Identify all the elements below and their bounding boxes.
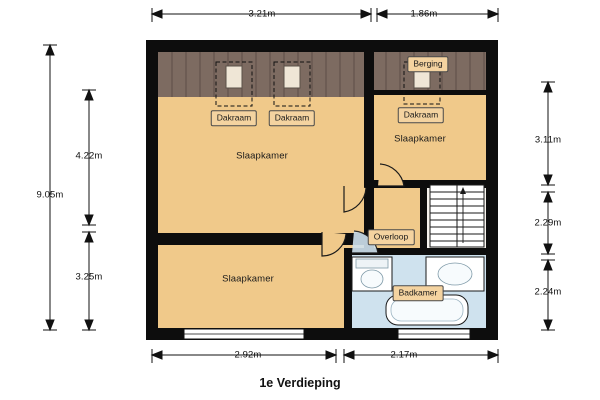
- room-label-berging: Berging: [407, 56, 448, 72]
- roof-slope-left: [158, 52, 364, 97]
- room-label-bedroom-upper-left: Slaapkamer: [236, 150, 288, 162]
- label-dakraam-3: Dakraam: [398, 107, 444, 123]
- dakraam-glass-1: [226, 66, 242, 88]
- room-label-badkamer: Badkamer: [393, 285, 444, 301]
- dimension-right-1: 3.11m: [534, 134, 562, 146]
- dimension-top-1: 3.21m: [248, 8, 276, 20]
- dimension-left-inner-2: 3.25m: [75, 271, 103, 283]
- dimension-top-2: 1.86m: [410, 8, 438, 20]
- dakraam-glass-2: [284, 66, 300, 88]
- room-label-bedroom-lower-left: Slaapkamer: [222, 273, 274, 285]
- dimension-bottom-2: 2.17m: [390, 349, 418, 361]
- page-title: 1e Verdieping: [259, 376, 341, 390]
- dimension-left-inner-1: 4.22m: [75, 150, 103, 162]
- room-label-bedroom-right: Slaapkamer: [394, 133, 446, 145]
- dimension-left-outer: 9.05m: [36, 189, 64, 201]
- room-label-overloop: Overloop: [368, 229, 415, 245]
- dimension-right-2: 2.29m: [534, 217, 562, 229]
- bedroom-upper-left-floor: [158, 97, 364, 233]
- label-dakraam-1: Dakraam: [211, 110, 257, 126]
- bedroom-lower-left-floor: [158, 245, 364, 328]
- dimension-right-3: 2.24m: [534, 286, 562, 298]
- label-dakraam-2: Dakraam: [269, 110, 315, 126]
- dimension-bottom-1: 2.92m: [234, 349, 262, 361]
- staircase: [430, 185, 484, 247]
